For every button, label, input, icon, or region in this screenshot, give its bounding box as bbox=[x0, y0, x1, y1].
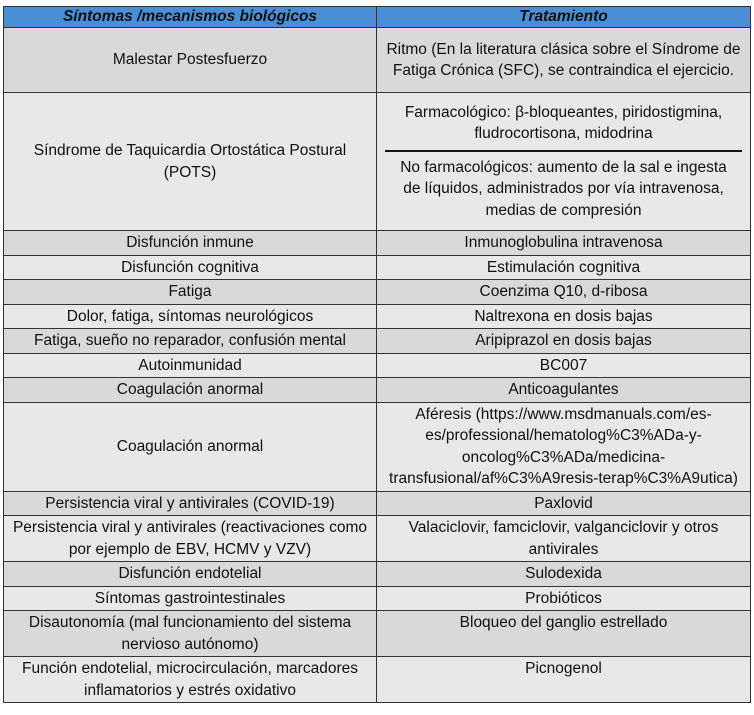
treatment-cell: Sulodexida bbox=[377, 562, 751, 587]
table-row bbox=[4, 586, 751, 611]
treatment-cell: Anticoagulantes bbox=[377, 378, 751, 403]
table-row bbox=[4, 280, 751, 305]
treatment-pharmacological: Farmacológico: β-bloqueantes, piridostigmina, fludrocortisona, midodrina bbox=[404, 103, 723, 143]
treatment-table bbox=[3, 6, 751, 703]
symptom-cell: Fatiga bbox=[4, 280, 377, 305]
symptom-cell: Disfunción cognitiva bbox=[4, 255, 377, 280]
symptom-cell: Coagulación anormal bbox=[4, 402, 377, 491]
treatment-cell: Coenzima Q10, d-ribosa bbox=[377, 280, 751, 305]
treatment-cell: Valaciclovir, famciclovir, valganciclovir y otros antivirales bbox=[377, 516, 751, 562]
table-row bbox=[4, 255, 751, 280]
treatment-cell: Paxlovid bbox=[377, 491, 751, 516]
symptom-cell: Fatiga, sueño no reparador, confusión mental bbox=[4, 329, 377, 354]
symptom-cell: Persistencia viral y antivirales (COVID-19) bbox=[4, 491, 377, 516]
table-row bbox=[4, 402, 751, 491]
treatment-cell-split bbox=[377, 93, 751, 231]
symptom-cell: Disfunción endotelial bbox=[4, 562, 377, 587]
table-row bbox=[4, 93, 751, 231]
treatment-cell: Ritmo (En la literatura clásica sobre el Síndrome de Fatiga Crónica (SFC), se contraindica el ejercicio. bbox=[377, 28, 751, 93]
symptom-cell: Malestar Postesfuerzo bbox=[4, 28, 377, 93]
table-row bbox=[4, 516, 751, 562]
treatment-cell: Probióticos bbox=[377, 586, 751, 611]
symptom-cell: Disautonomía (mal funcionamiento del sistema nervioso autónomo) bbox=[4, 611, 377, 657]
symptom-cell: Persistencia viral y antivirales (reactivaciones como por ejemplo de EBV, HCMV y VZV) bbox=[4, 516, 377, 562]
symptom-cell: Dolor, fatiga, síntomas neurológicos bbox=[4, 304, 377, 329]
table-row bbox=[4, 28, 751, 93]
treatment-cell: BC007 bbox=[377, 353, 751, 378]
table-row bbox=[4, 491, 751, 516]
table-row bbox=[4, 231, 751, 256]
table-row bbox=[4, 562, 751, 587]
table-row bbox=[4, 657, 751, 703]
treatment-cell: Naltrexona en dosis bajas bbox=[377, 304, 751, 329]
treatment-cell: Bloqueo del ganglio estrellado bbox=[377, 611, 751, 657]
table-header-row bbox=[4, 7, 751, 28]
symptom-cell: Función endotelial, microcirculación, marcadores inflamatorios y estrés oxidativo bbox=[4, 657, 377, 703]
symptom-cell: Síndrome de Taquicardia Ortostática Postural (POTS) bbox=[4, 93, 377, 231]
symptom-cell: Autoinmunidad bbox=[4, 353, 377, 378]
treatment-cell: Picnogenol bbox=[377, 657, 751, 703]
treatment-cell: Inmunoglobulina intravenosa bbox=[377, 231, 751, 256]
treatment-cell: Aféresis (https://www.msdmanuals.com/es-es/professional/hematolog%C3%ADa-y-oncolog%C3%ADa/medicina-transfusional/af%C3%A9resis-terap%C3%A9utica) bbox=[377, 402, 751, 491]
treatment-nonpharmacological: No farmacológicos: aumento de la sal e ingesta de líquidos, administrados por vía intravenosa, medias de compresión bbox=[385, 150, 742, 223]
table-row bbox=[4, 611, 751, 657]
table-row bbox=[4, 378, 751, 403]
symptom-cell: Coagulación anormal bbox=[4, 378, 377, 403]
table-row bbox=[4, 329, 751, 354]
symptom-cell: Síntomas gastrointestinales bbox=[4, 586, 377, 611]
treatment-cell: Aripiprazol en dosis bajas bbox=[377, 329, 751, 354]
treatment-cell: Estimulación cognitiva bbox=[377, 255, 751, 280]
header-symptoms: Síntomas /mecanismos biológicos bbox=[4, 7, 377, 28]
header-treatment: Tratamiento bbox=[377, 7, 751, 28]
symptom-cell: Disfunción inmune bbox=[4, 231, 377, 256]
table-row bbox=[4, 304, 751, 329]
table-row bbox=[4, 353, 751, 378]
